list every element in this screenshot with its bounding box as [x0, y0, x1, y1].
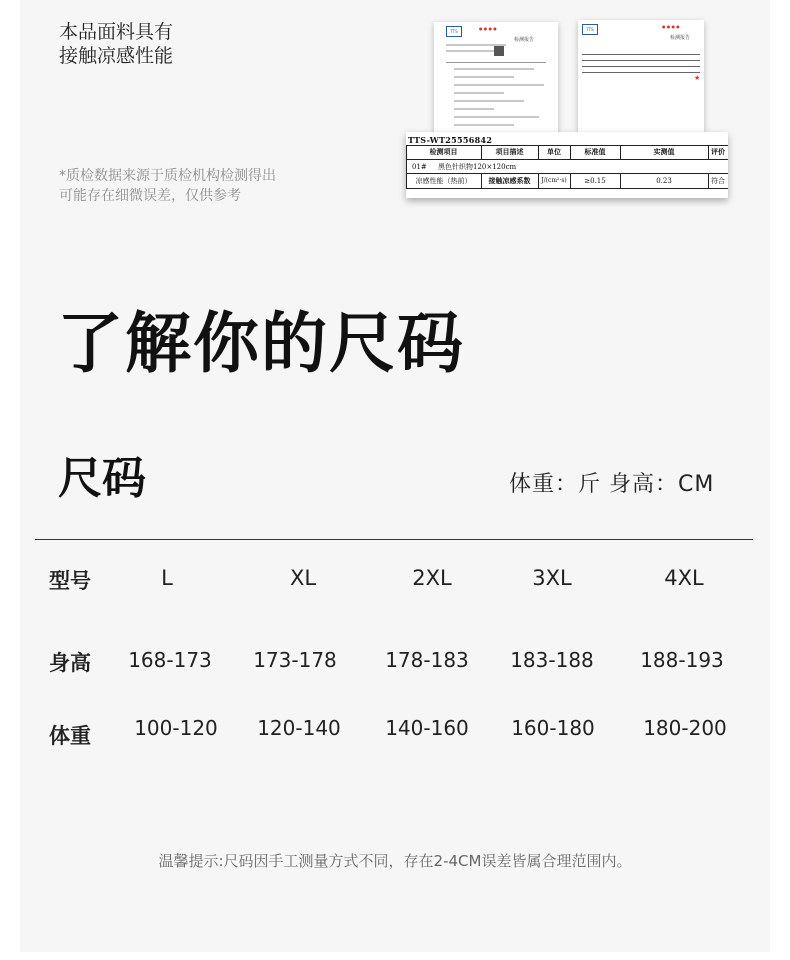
report-thumb-title: 检测报告	[514, 37, 535, 43]
size-header: 4XL	[664, 566, 704, 590]
height-cell: 173-178	[253, 648, 337, 672]
size-header: L	[161, 566, 173, 590]
test-report-thumbnail-1	[434, 22, 558, 134]
fabric-intro	[59, 20, 173, 68]
row-label-model: 型号	[49, 569, 91, 593]
size-header: 3XL	[532, 566, 572, 590]
height-cell: 178-183	[385, 648, 469, 672]
intro-line-2: 接触凉感性能	[59, 45, 174, 67]
col-header: 检测项目	[429, 147, 458, 156]
weight-cell: 100-120	[134, 716, 218, 740]
size-header: 2XL	[412, 566, 452, 590]
note-line-2: 可能存在细微误差，仅供参考	[59, 188, 241, 204]
result-cell: 0.23	[656, 177, 672, 185]
cooling-test-result-table	[406, 132, 728, 198]
star-icon: ★	[694, 74, 701, 82]
qr-code-icon	[494, 46, 504, 56]
result-cell: 符合	[711, 177, 725, 185]
height-cell: 183-188	[510, 648, 594, 672]
height-cell: 188-193	[640, 648, 724, 672]
page-headline: 了解你的尺码	[57, 305, 465, 382]
weight-cell: 180-200	[643, 716, 727, 740]
data-source-note	[59, 166, 276, 206]
report-logo: TTS	[446, 26, 462, 37]
intro-line-1: 本品面料具有	[59, 21, 174, 43]
height-cell: 168-173	[128, 648, 212, 672]
sample-id: 01#	[412, 163, 427, 171]
report-badges-icon: ● ● ● ●	[479, 26, 497, 31]
report-logo: TTS	[582, 24, 598, 35]
col-header: 项目描述	[495, 147, 524, 156]
result-cell: 接触凉感系数	[488, 176, 531, 185]
weight-cell: 160-180	[511, 716, 595, 740]
report-badges-icon: ● ● ● ●	[662, 24, 680, 29]
section-divider	[35, 539, 753, 540]
result-cell: J/(cm²·s)	[541, 177, 567, 184]
report-number: TTS-WT25556842	[408, 135, 493, 145]
row-label-height: 身高	[49, 651, 91, 675]
sample-desc: 黑色针织物120×120cm	[438, 163, 517, 171]
col-header: 单位	[547, 147, 561, 156]
result-cell: ≥0.15	[584, 177, 606, 185]
col-header: 评价	[711, 147, 725, 156]
col-header: 实测值	[653, 147, 675, 156]
size-header: XL	[289, 566, 317, 590]
result-cell: 凉感性能（热前）	[415, 177, 472, 185]
size-units: 体重：斤 身高：CM	[509, 472, 715, 497]
report-thumb-title: 检测报告	[670, 35, 691, 41]
size-section-title: 尺码	[58, 453, 146, 504]
row-label-weight: 体重	[49, 724, 91, 748]
col-header: 标准值	[584, 147, 606, 156]
test-report-thumbnail-2	[578, 20, 704, 132]
measurement-tip: 温馨提示:尺码因手工测量方式不同，存在2-4CM误差皆属合理范围内。	[158, 852, 632, 870]
weight-cell: 140-160	[385, 716, 469, 740]
weight-cell: 120-140	[257, 716, 341, 740]
note-line-1: *质检数据来源于质检机构检测得出	[59, 168, 276, 184]
